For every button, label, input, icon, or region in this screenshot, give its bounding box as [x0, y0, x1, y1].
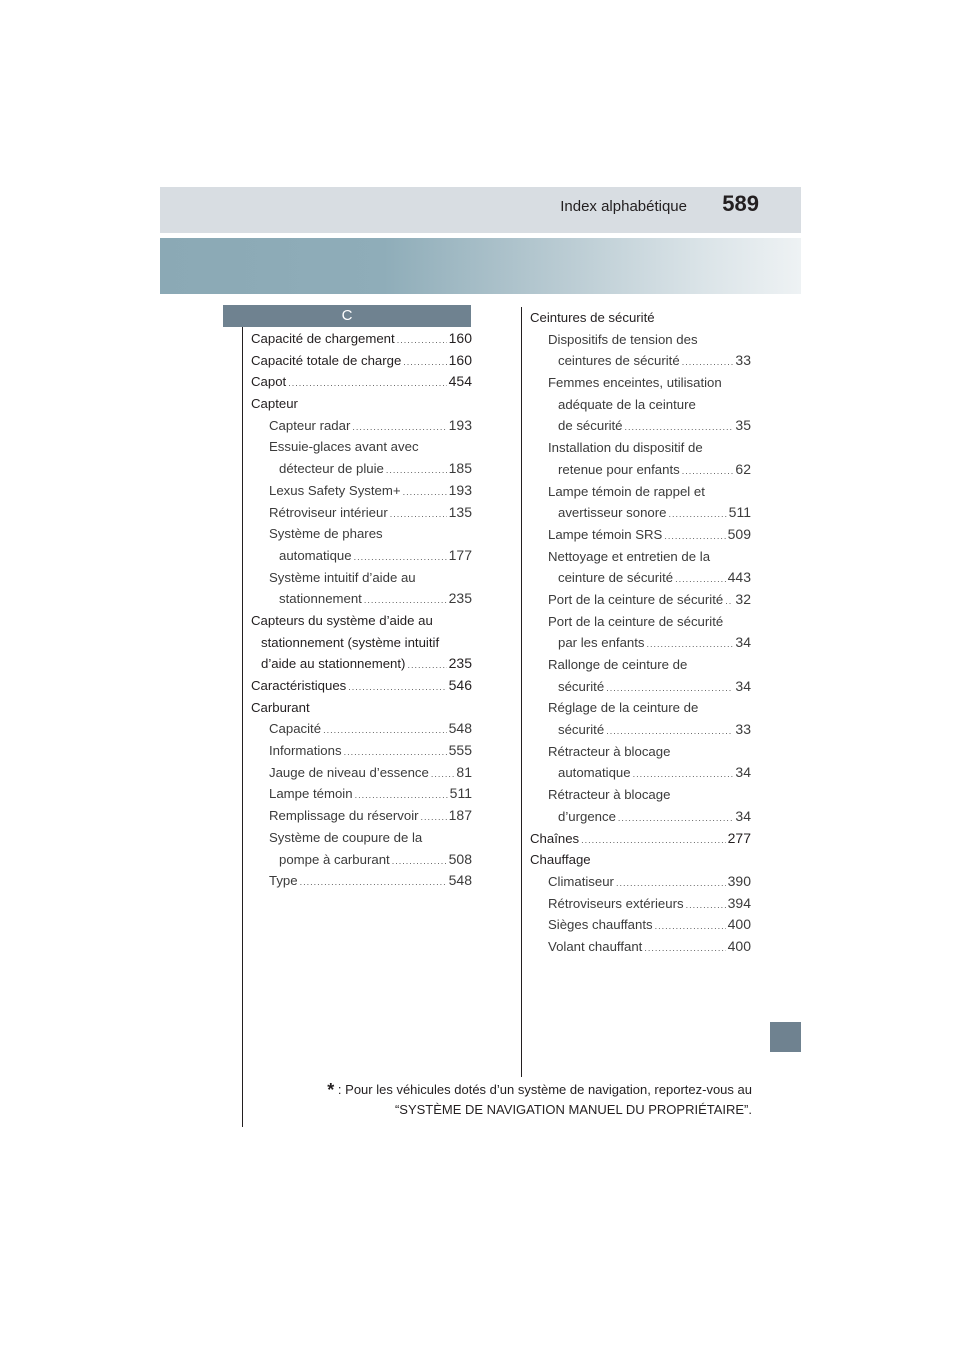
entry-page-number: 511 [728, 504, 751, 521]
entry-page-number: 34 [735, 634, 751, 651]
index-entry [530, 546, 751, 568]
index-entry [530, 806, 751, 828]
entry-text: Capacité [269, 721, 322, 737]
entry-page-number: 160 [448, 351, 472, 368]
entry-page-number: 555 [448, 742, 472, 759]
dot-leader [606, 678, 733, 700]
entry-text: ceinture de sécurité [558, 570, 674, 586]
index-entry [530, 329, 751, 351]
entry-text: Système de phares [269, 526, 383, 542]
index-entry [251, 870, 472, 892]
entry-page-number: 277 [727, 829, 751, 846]
dot-leader [618, 808, 734, 830]
index-entry [251, 783, 472, 805]
entry-text: Type [269, 873, 298, 889]
dot-leader [421, 807, 447, 829]
index-entry [530, 350, 751, 372]
entry-page-number: 62 [735, 460, 751, 477]
entry-page-number: 546 [448, 677, 472, 693]
entry-page-number: 454 [448, 373, 472, 390]
dot-leader [344, 742, 447, 764]
entry-text: Jauge de niveau d’essence [269, 764, 429, 780]
entry-text: sécurité [558, 678, 605, 694]
entry-text: ceintures de sécurité [558, 353, 680, 369]
entry-text: Rétracteur à blocage [548, 787, 671, 803]
index-entry [251, 328, 472, 350]
entry-page-number: 81 [456, 763, 472, 780]
entry-text: Capteur radar [269, 417, 351, 433]
dot-leader [616, 873, 726, 895]
entry-page-number: 34 [735, 807, 751, 824]
entry-page-number: 32 [735, 590, 751, 607]
entry-page-number: 390 [727, 872, 751, 889]
index-entry [251, 740, 472, 762]
entry-text: Capteurs du système d’aide au [251, 612, 433, 628]
index-entry [251, 675, 472, 697]
entry-text: automatique [279, 547, 352, 563]
entry-page-number: 33 [735, 352, 751, 369]
entry-text: Rétracteur à blocage [548, 743, 671, 759]
entry-text: adéquate de la ceinture [558, 396, 696, 412]
dot-leader [392, 851, 447, 873]
index-entry [530, 394, 751, 416]
dot-leader [348, 677, 446, 699]
entry-page-number: 394 [727, 894, 751, 911]
entry-text: Rétroviseur intérieur [269, 504, 388, 520]
entry-text: Réglage de la ceinture de [548, 700, 699, 716]
footnote-star: * [327, 1080, 335, 1100]
chapter-tab [770, 1022, 801, 1052]
dot-leader [323, 720, 447, 742]
entry-text: d’urgence [558, 808, 616, 824]
entry-page-number: 187 [448, 807, 472, 824]
entry-text: Rétroviseurs extérieurs [548, 895, 684, 911]
index-entry [251, 653, 472, 675]
index-entry [530, 372, 751, 394]
index-column-right [530, 307, 751, 958]
dot-leader [668, 504, 726, 526]
entry-text: stationnement (système intuitif [261, 634, 440, 650]
entry-text: pompe à carburant [279, 851, 390, 867]
entry-text: Essuie-glaces avant avec [269, 439, 419, 455]
dot-leader [364, 590, 447, 612]
index-entry [530, 502, 751, 524]
dot-leader [407, 655, 446, 677]
entry-text: Système intuitif d’aide au [269, 569, 416, 585]
index-entry [530, 567, 751, 589]
entry-text: Climatiseur [548, 873, 614, 889]
entry-text: Capteur [251, 396, 298, 412]
entry-text: Capacité de chargement [251, 331, 395, 346]
index-entry [251, 436, 472, 458]
index-entry [530, 589, 751, 611]
entry-page-number: 443 [727, 569, 751, 586]
index-entry [530, 524, 751, 546]
index-entry [530, 307, 751, 329]
footnote-line-2: “SYSTÈME DE NAVIGATION MANUEL DU PROPRIÉTAIRE”. [394, 1102, 752, 1117]
entry-text: Installation du dispositif de [548, 440, 703, 456]
index-entry [251, 632, 472, 654]
entry-page-number: 185 [448, 460, 472, 477]
entry-text: Lexus Safety System+ [269, 482, 401, 498]
entry-page-number: 508 [448, 850, 472, 867]
entry-page-number: 33 [735, 721, 751, 738]
index-entry [530, 437, 751, 459]
dot-leader [431, 764, 455, 786]
section-title: Index alphabétique [560, 198, 687, 215]
entry-text: Lampe témoin de rappel et [548, 483, 705, 499]
index-entry [530, 459, 751, 481]
dot-leader [686, 895, 726, 917]
index-entry [251, 610, 472, 632]
index-entry [530, 481, 751, 503]
index-entry [251, 502, 472, 524]
dot-leader [352, 417, 446, 439]
index-entry [530, 784, 751, 806]
entry-page-number: 193 [448, 481, 472, 498]
entry-page-number: 177 [448, 546, 472, 563]
entry-text: Volant chauffant [548, 938, 643, 954]
entry-text: Nettoyage et entretien de la [548, 548, 711, 564]
entry-text: Caractéristiques [251, 678, 347, 693]
index-entry [530, 828, 751, 850]
entry-text: Ceintures de sécurité [530, 310, 655, 325]
dot-leader [300, 872, 447, 894]
dot-leader [390, 504, 447, 526]
entry-page-number: 34 [735, 764, 751, 781]
left-margin-rule [242, 305, 243, 1127]
entry-text: Capacité totale de charge [251, 352, 402, 368]
dot-leader [655, 916, 726, 938]
entry-text: Carburant [251, 699, 310, 715]
dot-leader [581, 830, 726, 852]
dot-leader [647, 634, 734, 656]
index-entry [251, 523, 472, 545]
entry-page-number: 235 [448, 590, 472, 607]
entry-page-number: 235 [448, 655, 472, 672]
entry-text: Système de coupure de la [269, 829, 423, 845]
decorative-band [160, 238, 801, 294]
index-entry [530, 871, 751, 893]
entry-text: avertisseur sonore [558, 505, 667, 521]
entry-text: Lampe témoin [269, 786, 353, 802]
entry-text: détecteur de pluie [279, 461, 384, 477]
index-entry [251, 567, 472, 589]
index-entry [530, 849, 751, 871]
index-entry [251, 350, 472, 372]
index-entry [251, 762, 472, 784]
index-entry [251, 371, 472, 393]
dot-leader [386, 460, 447, 482]
entry-text: stationnement [279, 591, 362, 607]
dot-leader [354, 547, 447, 569]
entry-text: d’aide au stationnement) [261, 656, 406, 672]
entry-page-number: 160 [448, 330, 472, 346]
entry-text: Informations [269, 743, 342, 759]
page-header [160, 187, 801, 233]
page-number: 589 [722, 191, 759, 216]
entry-page-number: 193 [448, 416, 472, 433]
dot-leader [644, 938, 725, 960]
dot-leader [288, 373, 446, 395]
footnote-line-1: : Pour les véhicules dotés d’un système de navigation, reportez-vous au [337, 1082, 752, 1097]
entry-text: automatique [558, 765, 631, 781]
index-entry [530, 676, 751, 698]
index-entry [530, 936, 751, 958]
entry-page-number: 400 [727, 937, 751, 954]
entry-text: Remplissage du réservoir [269, 808, 419, 824]
index-entry [530, 719, 751, 741]
entry-page-number: 400 [727, 916, 751, 933]
dot-leader [625, 417, 734, 439]
entry-text: de sécurité [558, 418, 623, 434]
index-column-left [251, 328, 472, 892]
dot-leader [682, 461, 734, 483]
index-entry [530, 762, 751, 784]
column-divider [521, 307, 522, 1077]
entry-text: Femmes enceintes, utilisation [548, 375, 722, 391]
index-entry [530, 893, 751, 915]
dot-leader [403, 352, 446, 374]
entry-text: par les enfants [558, 635, 645, 651]
index-entry [251, 415, 472, 437]
index-entry [530, 611, 751, 633]
index-entry [530, 654, 751, 676]
dot-leader [355, 785, 448, 807]
index-entry [251, 697, 472, 719]
index-entry [251, 805, 472, 827]
index-entry [251, 588, 472, 610]
entry-text: Rallonge de ceinture de [548, 657, 688, 672]
entry-page-number: 509 [727, 525, 751, 542]
index-entry [251, 393, 472, 415]
dot-leader [633, 764, 734, 786]
entry-text: Lampe témoin SRS [548, 526, 663, 542]
index-entry [251, 827, 472, 849]
entry-page-number: 135 [448, 503, 472, 520]
entry-text: Capot [251, 374, 287, 390]
index-entry [251, 849, 472, 871]
entry-text: sécurité [558, 722, 605, 738]
entry-text: Sièges chauffants [548, 917, 653, 933]
entry-page-number: 548 [448, 720, 472, 737]
index-entry [251, 458, 472, 480]
entry-page-number: 548 [448, 872, 472, 889]
entry-text: Chaînes [530, 830, 580, 846]
entry-page-number: 511 [449, 785, 472, 802]
footnote [300, 1080, 752, 1120]
index-entry [251, 545, 472, 567]
index-entry [530, 697, 751, 719]
index-entry [530, 914, 751, 936]
dot-leader [725, 591, 733, 613]
dot-leader [606, 721, 733, 743]
section-letter-header: C [223, 305, 471, 327]
dot-leader [664, 526, 725, 548]
entry-text: Dispositifs de tension des [548, 331, 698, 347]
entry-page-number: 35 [735, 417, 751, 434]
entry-text: Port de la ceinture de sécurité [548, 591, 724, 607]
index-entry [251, 480, 472, 502]
index-entry [530, 415, 751, 437]
index-entry [251, 718, 472, 740]
dot-leader [682, 352, 734, 374]
dot-leader [403, 482, 447, 504]
entry-text: retenue pour enfants [558, 461, 680, 477]
index-entry [530, 632, 751, 654]
dot-leader [675, 569, 726, 591]
entry-page-number: 34 [735, 677, 751, 694]
index-entry [530, 741, 751, 763]
entry-text: Chauffage [530, 852, 591, 868]
entry-text: Port de la ceinture de sécurité [548, 613, 724, 629]
dot-leader [397, 330, 447, 352]
